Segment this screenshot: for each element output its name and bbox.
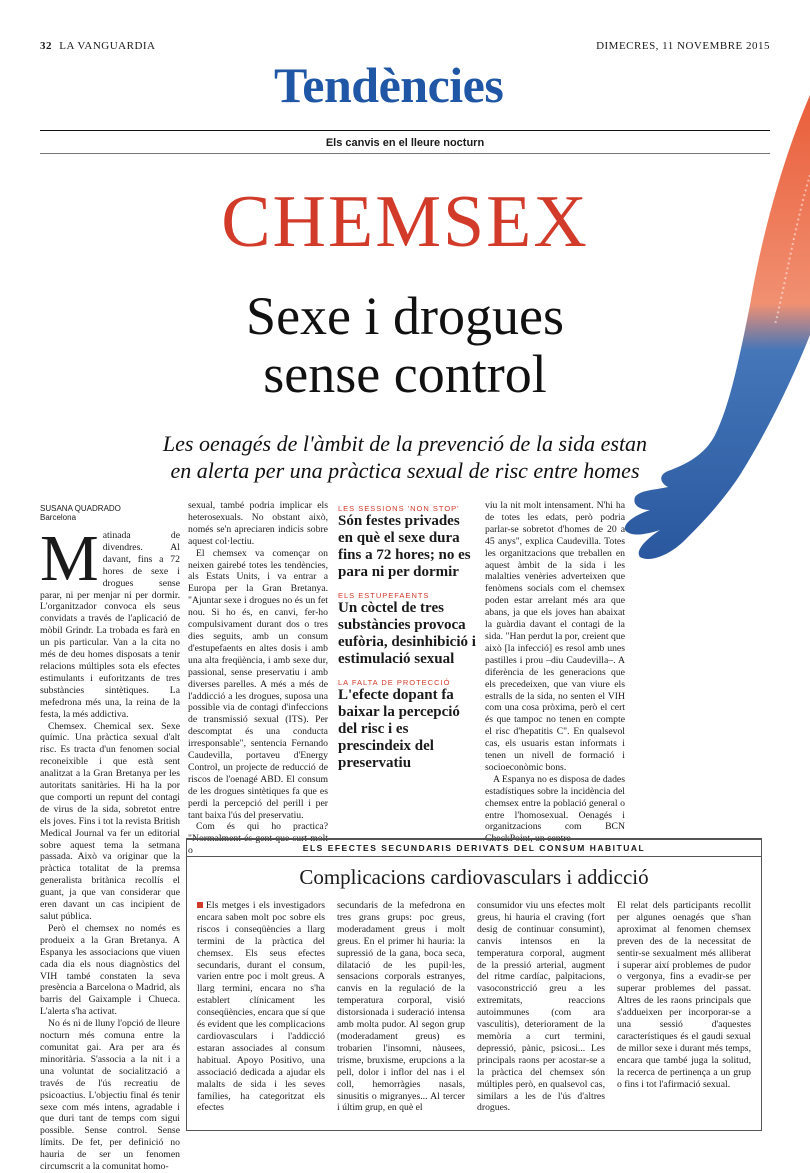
paragraph: A Espanya no es disposa de dades estadístiques sobre la incidència del chemsex entre la població general o entre l'homosexual. Oenagés i organitzacions com BCN CheckPoint, un centre [485,773,625,845]
box-column-1 [197,900,325,1114]
headline-line-1: Sexe i drogues [246,286,564,346]
page-number: 32 [40,40,52,52]
box-title: Complicacions cardiovasculars i addicció [299,865,649,889]
box-column-2 [337,900,465,1114]
headline-line-2: sense control [263,344,547,404]
bullet-square-icon [197,902,203,908]
lede [0,430,810,484]
paragraph: El chemsex va començar on neixen gairebé totes les tendències, als Estats Units, i va entrar a Europa per la Gran Bretanya. "Ajuntar sexe i drogues no és un fet nou. Si ho és, en canvi, fer-ho compulsivament durant dos o tres dies seguits, amb un consum d'estupefaents en altes dosis i amb una alta freqüència, i amb sexe dur, passional, sense preservatiu i amb diverses parelles. A més a més de l'addicció a les drogues, suposa una possible via de contagi d'infeccions de transmissió sexual (ITS). Per descomptat és una conducta irresponsable", sentencia Fernando Caudevilla, portaveu d'Energy Control, un projecte de reducció de riscos de l'oenagé ABD. El consum de les drogues sintètiques fa que es perdi la percepció del perill i per tant baixa l'ús del preservatiu. [188,547,328,821]
sidebar-highlights [338,504,478,772]
box-rule [187,856,761,857]
main-word: CHEMSEX [221,181,589,263]
paragraph: Però el chemsex no només es produeix a la Gran Bretanya. A Espanya les associacions que viuen cada dia els nous diagnòstics del VIH també constaten la seva presència a Barcelona o Madrid, als barris del Gaixample i Chueca. L'alerta s'ha activat. [40,922,180,1018]
box-text: Els metges i els investigadors encara saben molt poc sobre els riscos i conseqüències a llarg termini de la pràctica del chemsex. Els seus efectes secundaris, durant el consum, varien entre poc i molt greus. A llarg termini, encara no s'ha establert clínicament les conseqüències, encara que sí que és evident que les complicacions cardiovasculars i l'addicció estaran associades al consum habitual. Apoyo Positivo, una associació dedicada a ajudar els malalts de sida i les seves famílies, ha categoritzat els efectes [197,900,325,1114]
box-column-4 [617,900,751,1091]
sidebar-headline: Un còctel de tres substàncies provoca eufòria, desinhibició i estimulació sexual [338,600,476,667]
publication-name: LA VANGUARDIA [59,40,156,52]
byline-place: Barcelona [40,513,77,522]
effects-box [186,838,762,1131]
paragraph: Chemsex. Chemical sex. Sexe químic. Una pràctica sexual d'alt risc. Es tracta d'un fenomen social reconeixible i que està sent analitzat a la Gran Bretanya per les autoritats sanitàries. Hi ha la por que comporti un repunt del contagi de virus de la sida, sobretot entre els joves. Fins i tot la revista British Medical Journal va fer un editorial sobre aquest tema la setmana passada. Això va originar que la pràctica totalitat de la premsa generalista britànica recollís el guant, ja que van considerar que eren davant un cas incipient de salut pública. [40,720,180,922]
sidebar-headline: Són festes privades en què el sexe dura fins a 72 hores; no es para ni per dormir [338,513,471,580]
lede-line-2: en alerta per una pràctica sexual de risc entre homes [170,458,640,483]
page-date: DIMECRES, 11 NOVEMBRE 2015 [596,40,770,52]
sidebar-headline: L'efecte dopant fa baixar la percepció del risc i es prescindeix del preservatiu [338,687,460,771]
dropcap: M [40,522,99,595]
lede-line-1: Les oenagés de l'àmbit de la prevenció de la sida estan [162,431,648,456]
page-header [40,40,156,52]
article-column-1 [40,522,180,1173]
headline [0,287,810,403]
sidebar-item [338,678,478,772]
box-column-3 [477,900,605,1114]
box-paragraph: consumidor viu uns efectes molt greus, hi hauria el craving (fort desig de continuar consumint), canvis intensos en la temperatura corporal, augment de la pressió arterial, augment del ritme cardíac, palpitacions, vasoconstricció greu a les extremitats, reaccions autoimmunes (com ara vasculitis), deteriorament de la memòria a curt termini, depressió, pànic, psicosi... Les principals raons per acostar-se a la pràctica del chemsex són múltiples però, en qualsevol cas, similars a les de l'ús d'altres drogues. [477,900,605,1114]
sidebar-tag: LES SESSIONS 'NON STOP' [338,504,460,513]
paragraph: sexual, també podria implicar els heterosexuals. No obstant això, només se'n apreciaren indicis sobre aquest col·lectiu. [188,500,328,547]
section-title: Tendències [274,57,504,113]
sidebar-item [338,504,478,581]
paragraph: Com és qui ho practica? "Normalment és gent que surt molt o [188,821,328,857]
sidebar-tag: LA FALTA DE PROTECCIÓ [338,678,451,687]
sidebar-item [338,591,478,668]
sidebar-tag: ELS ESTUPEFAENTS [338,591,430,600]
byline-author: SUSANA QUADRADO [40,504,121,513]
article-column-2 [188,500,328,857]
paragraph: No és ni de lluny l'opció de lleure nocturn més comuna entre la comunitat gai. Ara per ara és minoritària. S'associa a la nit i a una voluntat de socialització a través de l'ús recreatiu de psicoactius. L'objectiu final és tenir sexe com més intens, agradable i que duri tant de temps com sigui possible. Sense control. Sense límits. De fet, per definició no hauria de ser un fenomen circumscrit a la comunitat homo- [40,1018,180,1173]
paragraph: viu la nit molt intensament. N'hi ha de totes les edats, però podria parlar-se sobretot d'homes de 20 a 45 anys", explica Caudevilla. Totes les organitzacions que treballen en aquest àmbit de la sida i les malalties venèries adverteixen que fenòmens socials com el chemsex poden estar arrelant més ara que abans, ja que els joves han abaixat la guàrdia davant el contagi de la sida. "Han perdut la por, creient que això [la infecció] es resol amb unes pastilles i prou –diu Caudevilla–. A diferència de les generacions que els precedeixen, que van viure els estralls de la sida, no senten el VIH com una cosa pròxima, però el cert és que tampoc no tenen en compte el risc d'hepatitis C". En qualsevol cas, els usuaris estan informats i tenen un nivell de formació i socioeconòmic bons. [485,500,625,773]
byline [40,504,121,522]
article-column-4 [485,500,625,845]
kicker: Els canvis en el lleure nocturn [325,137,485,149]
box-paragraph [197,900,325,1114]
box-label: ELS EFECTES SECUNDARIS DERIVATS DEL CONSUM HABITUAL [302,843,646,853]
box-paragraph: El relat dels participants recollit per algunes oenagés que s'han aproximat al fenomen chemsex preven des de la necessitat de sentir-se sexualment més alliberat i superar així problemes de pudor o vergonya, fins a evadir-se per superar problemes del passat. Altres de les raons principals que s'addueixen per incorporar-se a una sessió d'aquestes característiques és el gaudi sexual de millor sexe i durant més temps, encara que també juga la solitud, la recerca de pertinença a un grup o fins i tot l'afirmació sexual. [617,900,751,1090]
paragraph: atinada de divendres. Al davant, fins a 72 hores de sexe i drogues sense parar, ni per menjar ni per dormir. L'organitzador convoca els seus convidats a través de l'aplicació de mòbil Grindr. La trobada es farà en un pis particular. Van a la cita no més de deu homes disposats a tenir relacions múltiples sota els efectes estimulants i euforitzants de tres substàncies sintètiques. La mefedrona més una, la reina de la festa, la més addictiva. [40,530,180,720]
box-paragraph: secundaris de la mefedrona en tres grans grups: poc greus, moderadament greus i molt greus. En el primer hi hauria: la supressió de la gana, boca seca, dilatació de les pupil·les, sensacions corporals estranyes, canvis en la regulació de la temperatura corporal, visió distorsionada i suderació intensa amb molta pudor. Al segon grup (moderadament greus) es trobarien l'insomni, nàusees, trisme, bruxisme, erupcions a la pell, dolor i inflor del nas i el coll, hemorràgies nasals, sinusitis o migranyes... Al tercer i últim grup, en què el [337,900,465,1114]
